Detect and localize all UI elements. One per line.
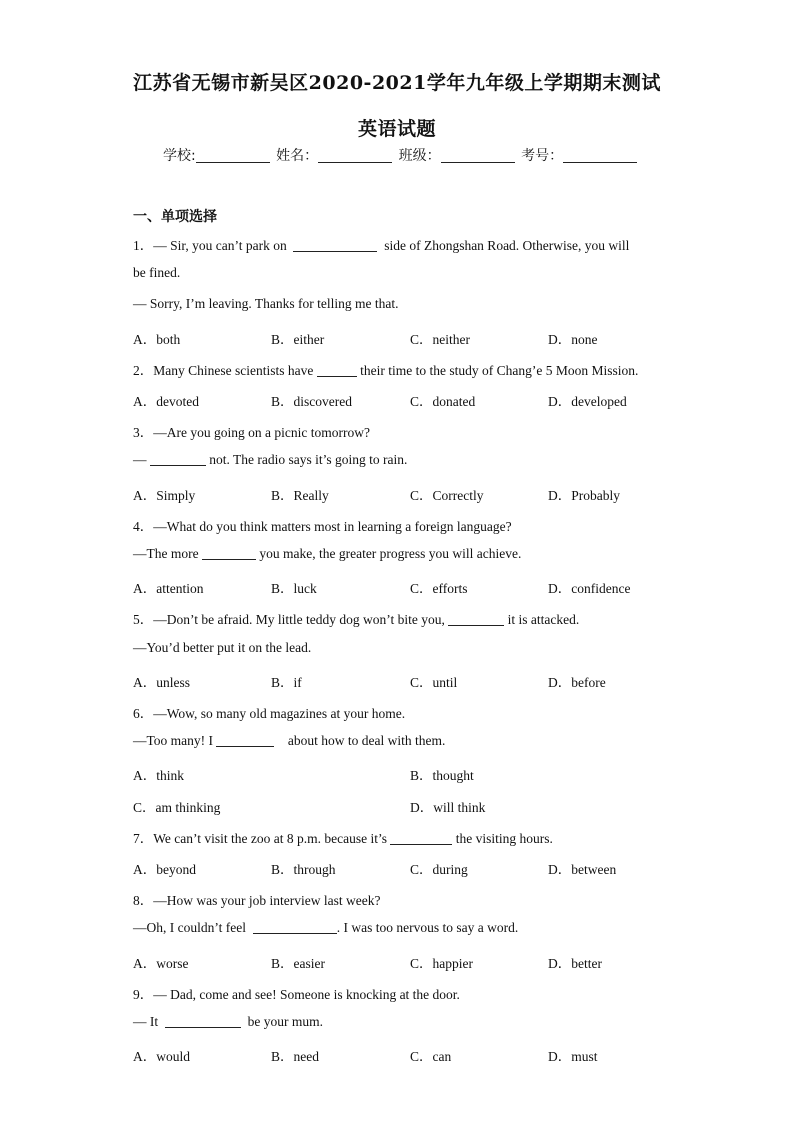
field-id-blank[interactable] xyxy=(563,148,637,163)
q3-option-c[interactable]: C．Correctly xyxy=(410,488,484,503)
q6-option-a[interactable]: A．think xyxy=(133,768,185,783)
answer-blank xyxy=(150,453,206,466)
q5-option-a[interactable]: A．unless xyxy=(133,675,190,690)
q4-option-d[interactable]: D．confidence xyxy=(548,581,631,596)
question-6-stem: 6．—Wow, so many old magazines at your home. xyxy=(133,706,406,721)
field-name-blank[interactable] xyxy=(318,148,392,163)
q2-option-a[interactable]: A．devoted xyxy=(133,394,199,409)
section-title: 一、单项选择 xyxy=(133,209,217,225)
q4-option-a[interactable]: A．attention xyxy=(133,581,204,596)
q2-option-d[interactable]: D．developed xyxy=(548,394,627,409)
q5-option-b[interactable]: B．if xyxy=(271,675,302,690)
q8-option-c[interactable]: C．happier xyxy=(410,956,473,971)
q5-option-d[interactable]: D．before xyxy=(548,675,606,690)
q8-option-a[interactable]: A．worse xyxy=(133,956,189,971)
question-9-reply: — It be your mum. xyxy=(133,1014,323,1029)
q3-option-d[interactable]: D．Probably xyxy=(548,488,620,503)
question-8-stem: 8．—How was your job interview last week? xyxy=(133,893,381,908)
exam-subtitle: 英语试题 xyxy=(357,118,436,140)
q2-option-b[interactable]: B．discovered xyxy=(271,394,352,409)
answer-blank xyxy=(293,239,377,252)
answer-blank xyxy=(253,921,337,934)
question-8-reply: —Oh, I couldn’t feel . I was too nervous to say a word. xyxy=(133,920,519,935)
question-3-stem: 3．—Are you going on a picnic tomorrow? xyxy=(133,425,370,440)
answer-blank xyxy=(165,1015,241,1028)
q1-option-c[interactable]: C．neither xyxy=(410,332,470,347)
q5-option-c[interactable]: C．until xyxy=(410,675,458,690)
q7-option-a[interactable]: A．beyond xyxy=(133,862,196,877)
answer-blank xyxy=(317,364,357,377)
q7-option-c[interactable]: C．during xyxy=(410,862,468,877)
question-4-stem: 4．—What do you think matters most in learning a foreign language? xyxy=(133,519,512,534)
q7-option-d[interactable]: D．between xyxy=(548,862,617,877)
field-class-blank[interactable] xyxy=(441,148,515,163)
question-1-stem: 1．— Sir, you can’t park on side of Zhongshan Road. Otherwise, you will xyxy=(133,238,630,253)
q9-option-a[interactable]: A．would xyxy=(133,1049,190,1064)
q1-option-a[interactable]: A．both xyxy=(133,332,181,347)
answer-blank xyxy=(390,832,452,845)
field-school-label: 学校: xyxy=(163,148,196,164)
student-info-fields xyxy=(163,145,639,165)
exam-title: 江苏省无锡市新吴区2020-2021学年九年级上学期期末测试 xyxy=(133,72,661,94)
q8-option-d[interactable]: D．better xyxy=(548,956,602,971)
question-9-stem: 9．— Dad, come and see! Someone is knocking at the door. xyxy=(133,987,460,1002)
question-3-reply: — not. The radio says it’s going to rain. xyxy=(133,452,408,467)
q9-option-c[interactable]: C．can xyxy=(410,1049,452,1064)
q3-option-a[interactable]: A．Simply xyxy=(133,488,196,503)
answer-blank xyxy=(448,613,504,626)
q6-option-c[interactable]: C．am thinking xyxy=(133,800,221,815)
q1-option-b[interactable]: B．either xyxy=(271,332,325,347)
question-1-stem-cont: be fined. xyxy=(133,265,181,280)
question-5-reply: —You’d better put it on the lead. xyxy=(133,640,312,655)
answer-blank xyxy=(202,547,256,560)
question-4-reply: —The more you make, the greater progress you will achieve. xyxy=(133,546,522,561)
q4-option-b[interactable]: B．luck xyxy=(271,581,317,596)
q1-option-d[interactable]: D．none xyxy=(548,332,598,347)
question-2-stem: 2．Many Chinese scientists have their time to the study of Chang’e 5 Moon Mission. xyxy=(133,363,639,378)
q3-option-b[interactable]: B．Really xyxy=(271,488,329,503)
field-school-blank[interactable] xyxy=(196,148,270,163)
q4-option-c[interactable]: C．efforts xyxy=(410,581,468,596)
question-7-stem: 7．We can’t visit the zoo at 8 p.m. because it’s the visiting hours. xyxy=(133,831,553,846)
q7-option-b[interactable]: B．through xyxy=(271,862,336,877)
q2-option-c[interactable]: C．donated xyxy=(410,394,476,409)
field-class-label: 班级： xyxy=(398,148,441,164)
q6-option-d[interactable]: D．will think xyxy=(410,800,486,815)
question-1-reply: — Sorry, I’m leaving. Thanks for telling me that. xyxy=(133,296,399,311)
field-id-label: 考号： xyxy=(521,148,564,164)
question-6-reply: —Too many! I about how to deal with them. xyxy=(133,733,446,748)
question-5-stem: 5．—Don’t be afraid. My little teddy dog won’t bite you, it is attacked. xyxy=(133,612,580,627)
q8-option-b[interactable]: B．easier xyxy=(271,956,325,971)
q9-option-d[interactable]: D．must xyxy=(548,1049,598,1064)
q6-option-b[interactable]: B．thought xyxy=(410,768,474,783)
q9-option-b[interactable]: B．need xyxy=(271,1049,319,1064)
answer-blank xyxy=(216,734,274,747)
field-name-label: 姓名： xyxy=(276,148,319,164)
